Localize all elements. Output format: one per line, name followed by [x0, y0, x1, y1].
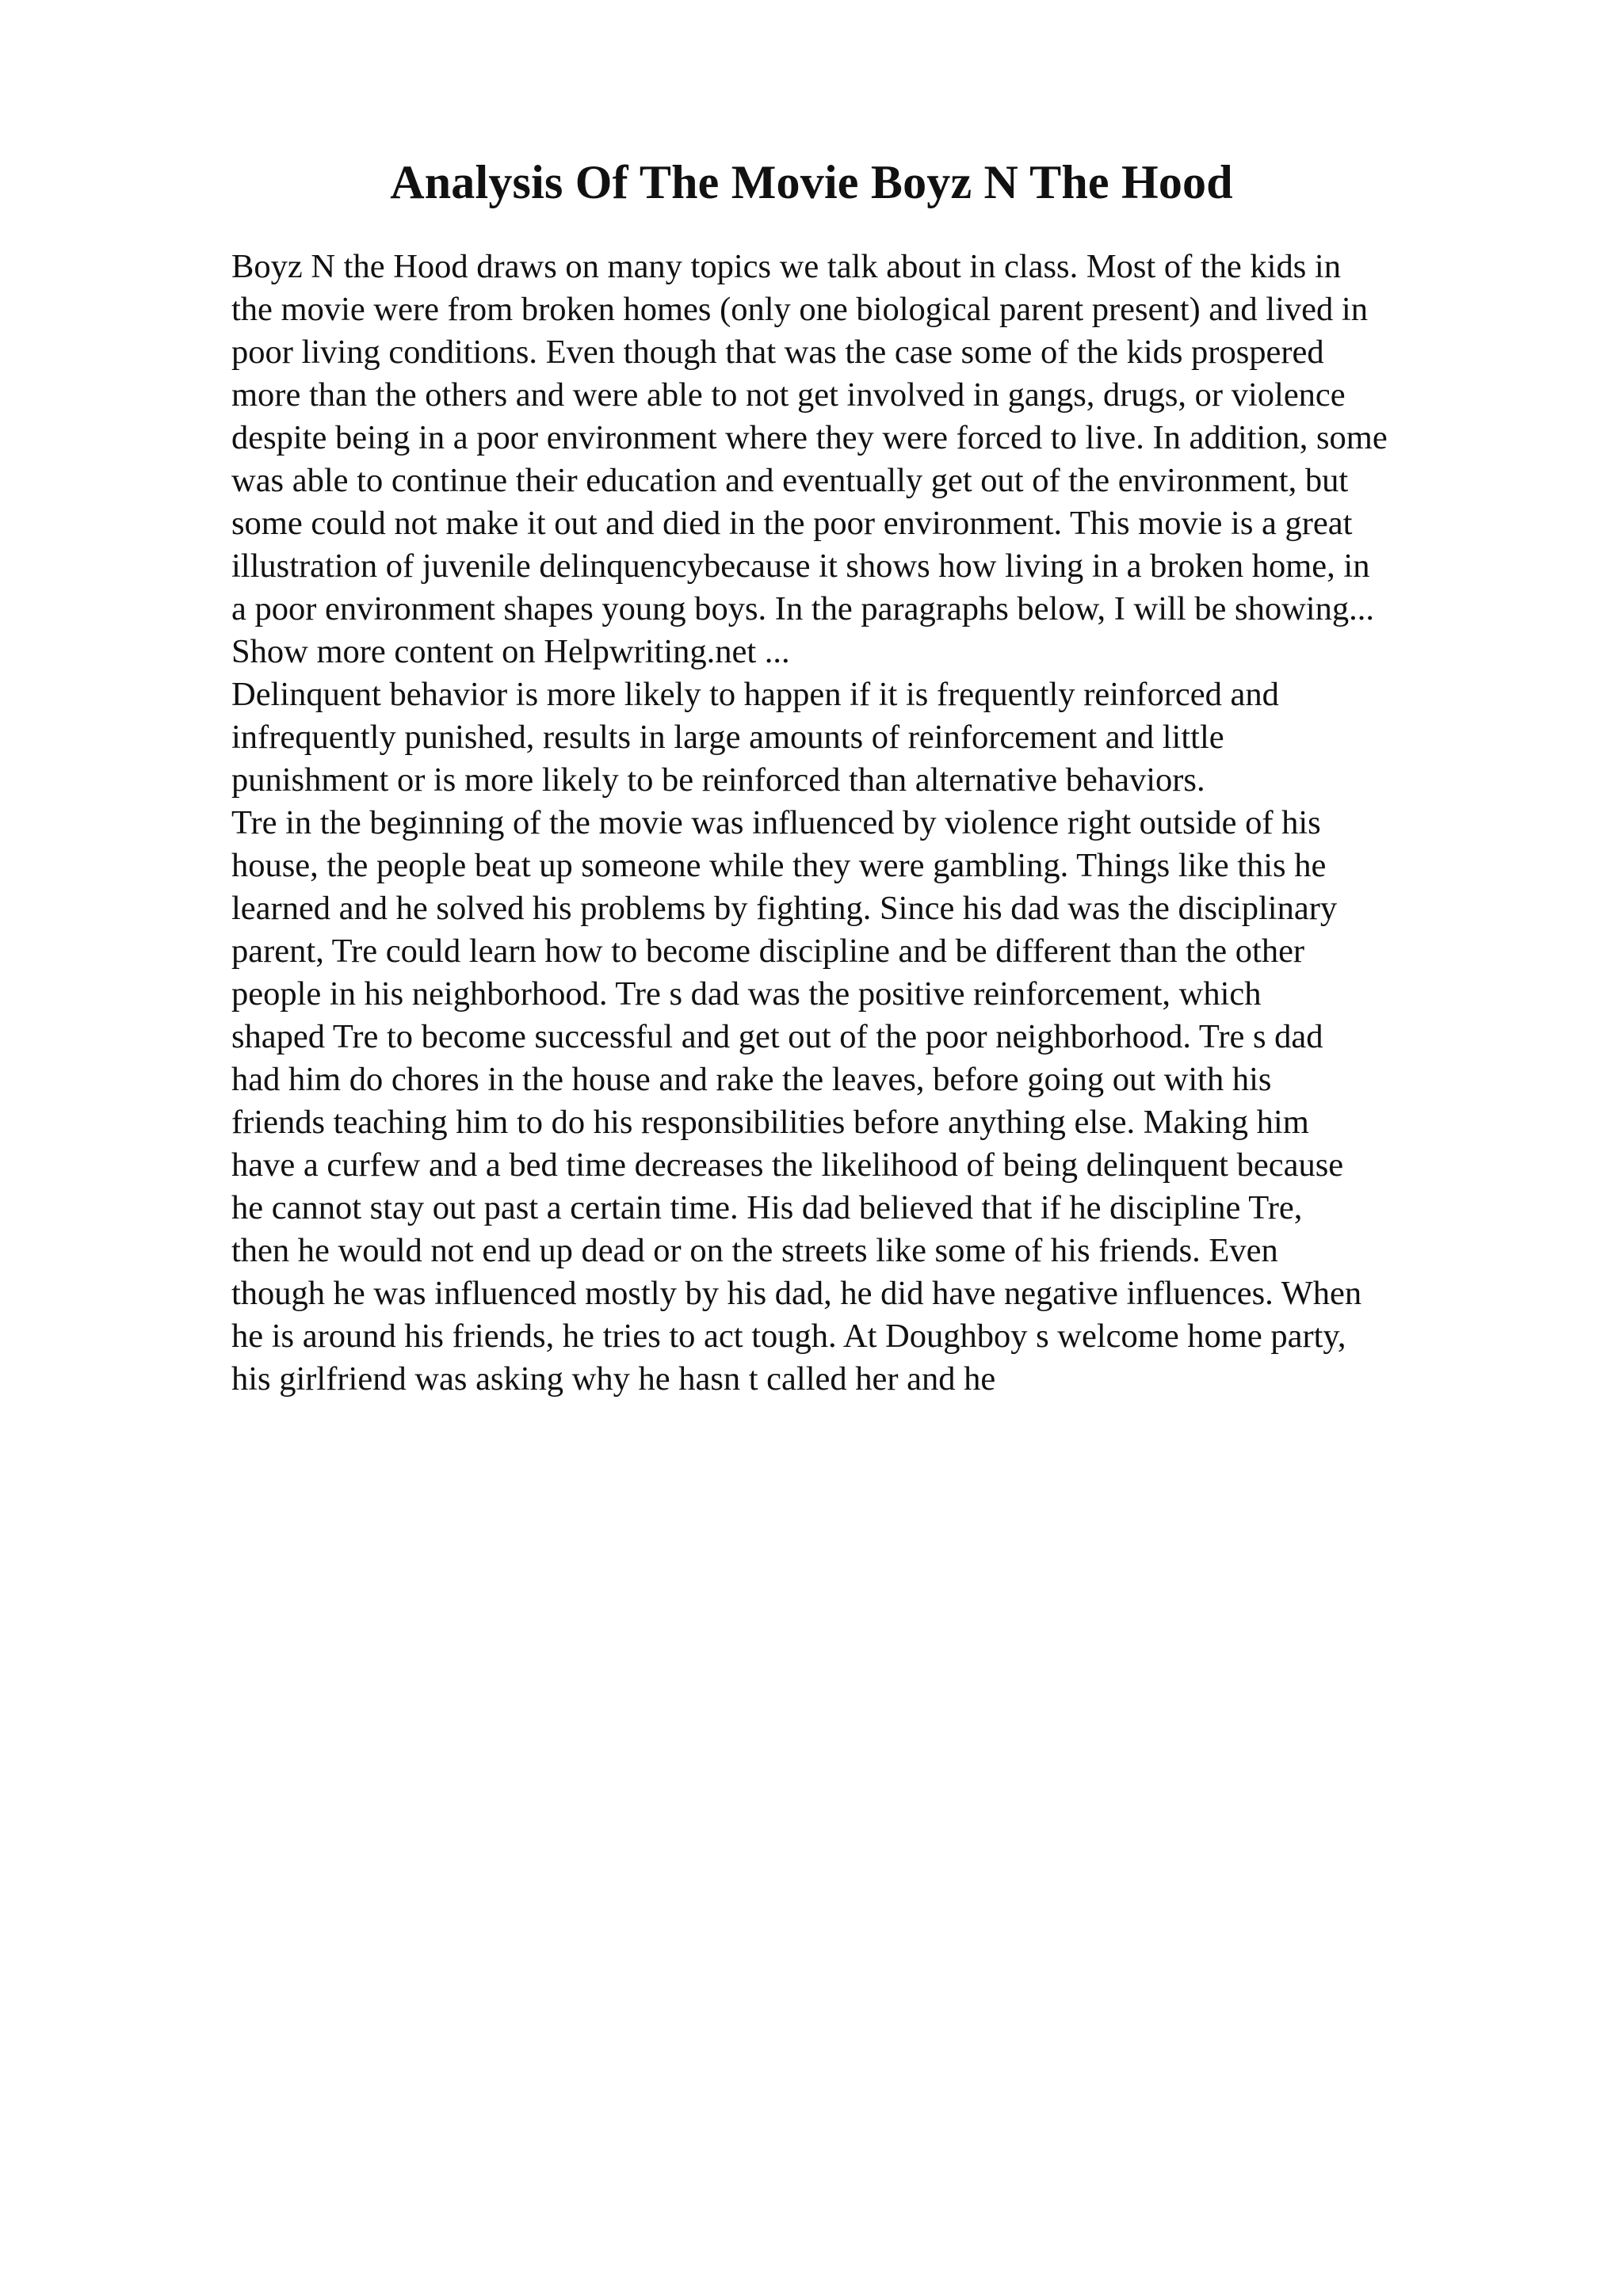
body-line: have a curfew and a bed time decreases the likelihood of being delinquent because: [231, 1146, 1344, 1184]
body-line: more than the others and were able to not get involved in gangs, drugs, or violence: [231, 376, 1346, 414]
body-line: parent, Tre could learn how to become discipline and be different than the other: [231, 933, 1305, 970]
body-line: poor living conditions. Even though that was the case some of the kids prospered: [231, 334, 1324, 371]
body-line: some could not make it out and died in the poor environment. This movie is a great: [231, 505, 1353, 542]
body-line: punishment or is more likely to be reinforced than alternative behaviors.: [231, 761, 1205, 799]
body-line: the movie were from broken homes (only one biological parent present) and lived in: [231, 291, 1368, 328]
body-line: illustration of juvenile delinquencybecause it shows how living in a broken home, in: [231, 547, 1370, 585]
body-line: despite being in a poor environment where they were forced to live. In addition, some: [231, 419, 1388, 456]
body-line: then he would not end up dead or on the streets like some of his friends. Even: [231, 1232, 1278, 1269]
document-title: Analysis Of The Movie Boyz N The Hood: [390, 156, 1233, 208]
body-line: he cannot stay out past a certain time. His dad believed that if he discipline Tre,: [231, 1189, 1303, 1226]
body-line: infrequently punished, results in large amounts of reinforcement and little: [231, 719, 1224, 756]
document-body: [231, 246, 1594, 1401]
body-line: people in his neighborhood. Tre s dad was the positive reinforcement, which: [231, 975, 1262, 1013]
body-line: friends teaching him to do his responsibilities before anything else. Making him: [231, 1104, 1309, 1141]
body-line: had him do chores in the house and rake the leaves, before going out with his: [231, 1061, 1272, 1098]
body-line: learned and he solved his problems by fighting. Since his dad was the disciplinary: [231, 890, 1338, 927]
body-line: house, the people beat up someone while they were gambling. Things like this he: [231, 847, 1327, 884]
body-line: Tre in the beginning of the movie was influenced by violence right outside of his: [231, 804, 1321, 841]
body-line: though he was influenced mostly by his dad, he did have negative influences. When: [231, 1275, 1362, 1312]
more-content-link[interactable]: Show more content on Helpwriting.net ...: [231, 633, 790, 670]
body-line: his girlfriend was asking why he hasn t called her and he: [231, 1360, 996, 1398]
body-line: a poor environment shapes young boys. In the paragraphs below, I will be showing...: [231, 590, 1374, 627]
body-line: was able to continue their education and eventually get out of the environment, but: [231, 462, 1349, 499]
body-line: Boyz N the Hood draws on many topics we talk about in class. Most of the kids in: [231, 248, 1341, 285]
body-line: shaped Tre to become successful and get out of the poor neighborhood. Tre s dad: [231, 1018, 1323, 1055]
body-line: he is around his friends, he tries to act tough. At Doughboy s welcome home party,: [231, 1318, 1346, 1355]
body-line: Delinquent behavior is more likely to happen if it is frequently reinforced and: [231, 676, 1279, 713]
